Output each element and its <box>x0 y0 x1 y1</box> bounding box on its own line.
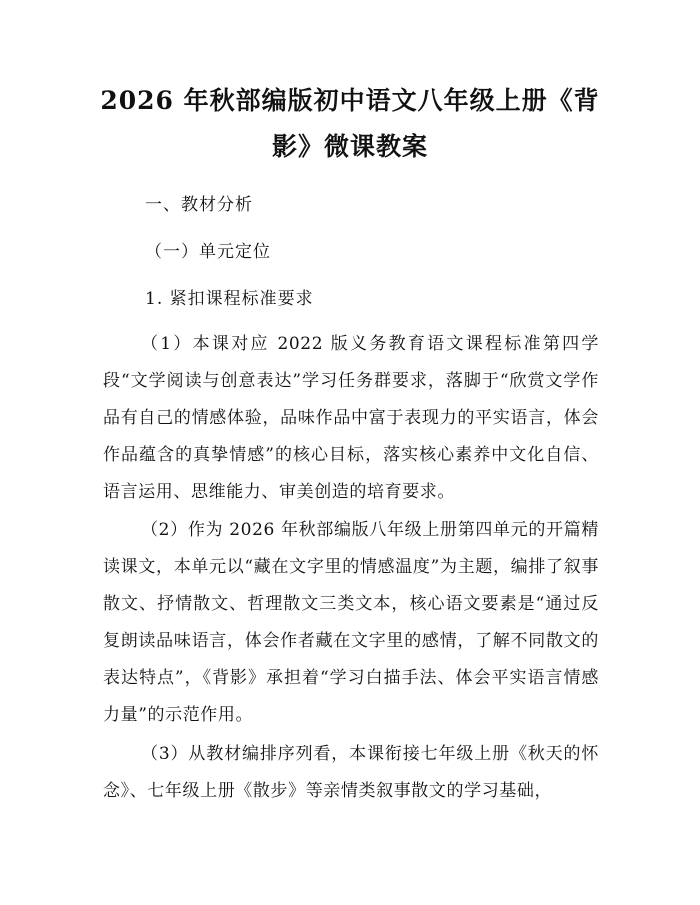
subsection-heading: （一）单元定位 <box>145 242 271 262</box>
section-heading: 一、教材分析 <box>145 195 253 215</box>
body-paragraph-3: （3）从教材编排序列看，本课衔接七年级上册《秋天的怀念》、七年级上册《散步》等亲情类叙事散文的学习基础， <box>103 744 599 801</box>
document-title-line-2: 影》微课教案 <box>271 132 428 161</box>
document-title-line-1: 2026 年秋部编版初中语文八年级上册《背 <box>100 86 600 115</box>
body-paragraph-1: （1）本课对应 2022 版义务教育语文课程标准第四学段“文学阅读与创意表达”学习任务群要求，落脚于“欣赏文学作品有自己的情感体验，品味作品中富于表现力的平实语言，体会作品蕴含的真挚情感”的核心目标，落实核心素养中文化自信、语言运用、思维能力、审美创造的培育要求。 <box>103 334 599 502</box>
item-heading: 1. 紧扣课程标准要求 <box>145 289 314 309</box>
body-paragraph-2: （2）作为 2026 年秋部编版八年级上册第四单元的开篇精读课文，本单元以“藏在文字里的情感温度”为主题，编排了叙事散文、抒情散文、哲理散文三类文本，核心语文要素是“通过反复朗读品味语言，体会作者藏在文字里的感情，了解不同散文的表达特点”，《背影》承担着“学习白描手法、体会平实语言情感力量”的示范作用。 <box>103 520 599 725</box>
